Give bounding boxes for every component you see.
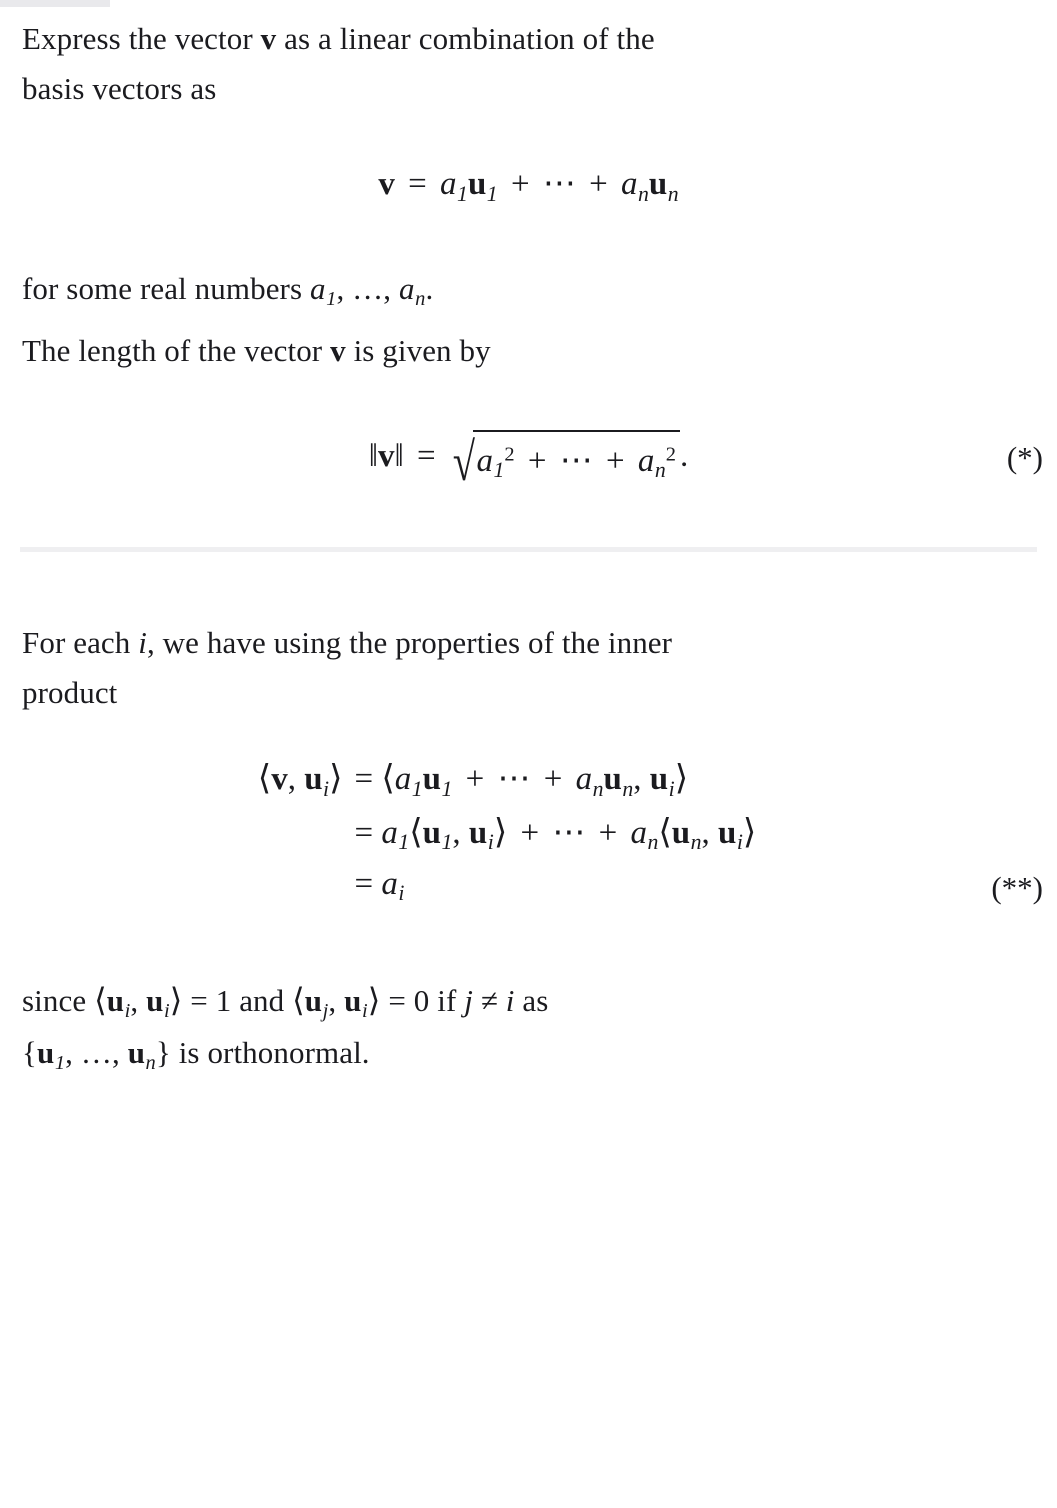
l1r-un-sub: n	[622, 776, 634, 801]
p5-ui2: u	[146, 983, 164, 1019]
p5-lang1: ⟨	[94, 982, 107, 1019]
l1r-u1-sub: 1	[441, 776, 453, 801]
paragraph-for-each-i	[22, 608, 1035, 718]
l2-plus-1: +	[520, 814, 540, 851]
eq2-square-root	[449, 430, 680, 492]
eq2-radicand	[473, 430, 680, 487]
p2-an: a	[399, 271, 415, 307]
p5-comma4: ,	[111, 1034, 120, 1070]
p5-u1: u	[36, 1034, 55, 1070]
text-as: as	[522, 983, 549, 1019]
text-basis-vectors-as: basis vectors as	[22, 71, 217, 107]
eq2-a1: a	[476, 443, 494, 480]
p2-a1-sub: 1	[326, 287, 337, 310]
eq2-v: v	[378, 438, 395, 475]
text-product: product	[22, 675, 118, 711]
l1r-rang: ⟩	[674, 759, 689, 798]
radical-icon: √	[452, 431, 475, 492]
l2-an: a	[630, 814, 647, 851]
l2-ui1: u	[468, 814, 488, 851]
l1r-a1-sub: 1	[411, 776, 423, 801]
equation-linear-combination	[0, 160, 1057, 210]
p5-u1-sub: 1	[54, 1051, 66, 1074]
p2-period: .	[425, 271, 434, 307]
eq2-a1-sub: 1	[493, 458, 505, 483]
p5-j: j	[464, 983, 473, 1019]
section-divider	[20, 547, 1037, 552]
text-since: since	[22, 983, 87, 1019]
text-if: if	[437, 983, 457, 1019]
text-the-length: The length of the vector	[22, 333, 323, 369]
eq2-period: .	[680, 438, 689, 475]
eq1-an: a	[620, 166, 638, 203]
derivation-line-2-rhs	[355, 806, 875, 859]
text-and: and	[239, 983, 285, 1019]
l1-u-sub: i	[323, 776, 330, 801]
p3-v: v	[330, 333, 346, 369]
equation-tag-star: (*)	[1006, 439, 1043, 475]
p5-comma2: ,	[328, 983, 337, 1019]
p5-neq: ≠	[480, 983, 498, 1019]
p5-un: u	[127, 1034, 146, 1070]
text-as-linear: as a linear combination of the	[284, 21, 655, 56]
eq1-dots: ⋯	[542, 166, 576, 203]
symbol-v: v	[260, 21, 277, 56]
l1-rang: ⟩	[329, 759, 343, 798]
p5-uj-sub: j	[322, 999, 329, 1022]
eq1-un-sub: n	[667, 181, 679, 206]
eq2-plus-2: +	[606, 443, 625, 480]
l2-comma1: ,	[452, 814, 461, 851]
l2-comma2: ,	[701, 814, 710, 851]
l2-lang2: ⟨	[658, 812, 672, 851]
l2-equals: =	[354, 814, 374, 851]
l1r-an: a	[575, 761, 593, 798]
l1r-ui-sub: i	[668, 776, 675, 801]
l1r-plus-2: +	[543, 761, 563, 798]
p5-uj: u	[304, 983, 323, 1019]
l2-ui2-sub: i	[736, 829, 743, 854]
p5-ui2-sub: i	[163, 999, 170, 1022]
derivation-line-3	[0, 859, 1057, 910]
derivation-line-1-rhs	[355, 752, 875, 805]
derivation-line-1	[0, 752, 1057, 805]
text-for-some: for some real numbers	[22, 271, 303, 307]
p2-ldots: …	[352, 271, 384, 307]
paragraph-express-vector	[22, 0, 1035, 114]
l1r-a1: a	[394, 761, 412, 798]
p5-ui1-sub: i	[124, 999, 131, 1022]
p2-comma2: ,	[383, 271, 392, 307]
p2-a1: a	[310, 271, 326, 307]
paragraph-length-of-vector	[22, 316, 1035, 376]
l1r-lang: ⟨	[381, 759, 395, 798]
l2-lang1: ⟨	[409, 812, 423, 851]
text-express: Express the vector	[22, 21, 253, 56]
equation-norm-definition	[0, 430, 1057, 492]
l1r-an-sub: n	[592, 776, 604, 801]
eq1-plus-1: +	[510, 166, 530, 203]
l2-u1: u	[422, 814, 442, 851]
text-for-each: For each	[22, 625, 131, 661]
l2-un-sub: n	[690, 829, 702, 854]
l1r-dots: ⋯	[497, 761, 531, 798]
l1r-u1: u	[422, 761, 442, 798]
eq1-a1-sub: 1	[457, 181, 468, 206]
eq2-norm-right: ‖	[394, 438, 404, 475]
eq1-u1: u	[467, 166, 487, 203]
eq1-u1-sub: 1	[486, 181, 498, 206]
equation-inner-product-derivation	[0, 752, 1057, 910]
eq1-equals: =	[408, 166, 427, 203]
eq1-plus-2: +	[589, 166, 608, 203]
eq1-v: v	[378, 166, 395, 203]
p5-comma3: ,	[65, 1034, 74, 1070]
eq2-norm-left: ‖	[368, 438, 378, 475]
l2-a1-sub: 1	[398, 829, 410, 854]
derivation-line-2	[0, 806, 1057, 859]
p5-rang2: ⟩	[367, 982, 381, 1019]
text-is-given-by: is given by	[353, 333, 491, 369]
p5-ldots: …	[80, 1034, 112, 1070]
paragraph-orthonormal-justification	[22, 968, 1035, 1080]
eq1-an-sub: n	[637, 181, 649, 206]
l1r-un: u	[603, 761, 622, 798]
l1-equals: =	[354, 761, 374, 798]
p5-one: 1	[215, 983, 232, 1019]
p5-comma1: ,	[130, 983, 139, 1019]
l3-a-sub: i	[398, 880, 405, 905]
text-we-have: , we have using the properties of the inner	[146, 625, 673, 661]
p5-un-sub: n	[145, 1051, 156, 1074]
l1r-ui: u	[649, 761, 669, 798]
eq2-an: a	[637, 443, 655, 480]
l1-u: u	[304, 761, 323, 798]
derivation-line-3-rhs	[355, 859, 875, 910]
l2-rang1: ⟩	[493, 812, 508, 851]
p5-lang2: ⟨	[292, 982, 305, 1019]
l1r-comma: ,	[633, 761, 642, 798]
l2-un: u	[671, 814, 691, 851]
l1-comma: ,	[287, 761, 296, 798]
p5-i: i	[505, 983, 515, 1019]
p5-ui3-sub: i	[361, 999, 368, 1022]
corner-marker	[0, 0, 110, 7]
eq2-an-sub: n	[654, 458, 666, 483]
l2-a1: a	[381, 814, 398, 851]
l3-equals: =	[354, 865, 374, 902]
eq2-dots: ⋯	[559, 443, 593, 480]
eq2-equals: =	[417, 438, 436, 475]
l2-plus-2: +	[598, 814, 618, 851]
p2-comma1: ,	[336, 271, 345, 307]
eq1-un: u	[648, 166, 668, 203]
eq2-an-pow: 2	[665, 443, 676, 466]
l1-v: v	[271, 761, 288, 798]
l2-ui1-sub: i	[487, 829, 494, 854]
p2-an-sub: n	[415, 287, 426, 310]
p5-equals1: =	[190, 983, 208, 1019]
text-is-orthonormal: is orthonormal.	[178, 1034, 370, 1070]
eq1-a1: a	[440, 166, 457, 203]
p5-equals2: =	[388, 983, 406, 1019]
equation-tag-double-star: (**)	[991, 870, 1043, 906]
p5-zero: 0	[413, 983, 430, 1019]
eq2-plus-1: +	[527, 443, 547, 480]
l2-u1-sub: 1	[441, 829, 453, 854]
l2-an-sub: n	[647, 829, 659, 854]
p5-ui3: u	[344, 983, 362, 1019]
derivation-line-1-lhs	[183, 752, 355, 805]
p4-i: i	[138, 625, 147, 661]
l1r-plus-1: +	[465, 761, 485, 798]
l2-ui2: u	[718, 814, 737, 851]
p5-rbrace: }	[155, 1034, 171, 1070]
l2-rang2: ⟩	[742, 812, 757, 851]
l2-dots: ⋯	[552, 814, 586, 851]
l3-a: a	[381, 865, 398, 902]
p5-rang1: ⟩	[169, 982, 183, 1019]
paragraph-for-some-reals	[22, 254, 1035, 316]
p5-ui1: u	[106, 983, 125, 1019]
p5-lbrace: {	[22, 1034, 37, 1070]
eq2-a1-pow: 2	[504, 443, 515, 466]
l1-lang: ⟨	[257, 759, 272, 798]
